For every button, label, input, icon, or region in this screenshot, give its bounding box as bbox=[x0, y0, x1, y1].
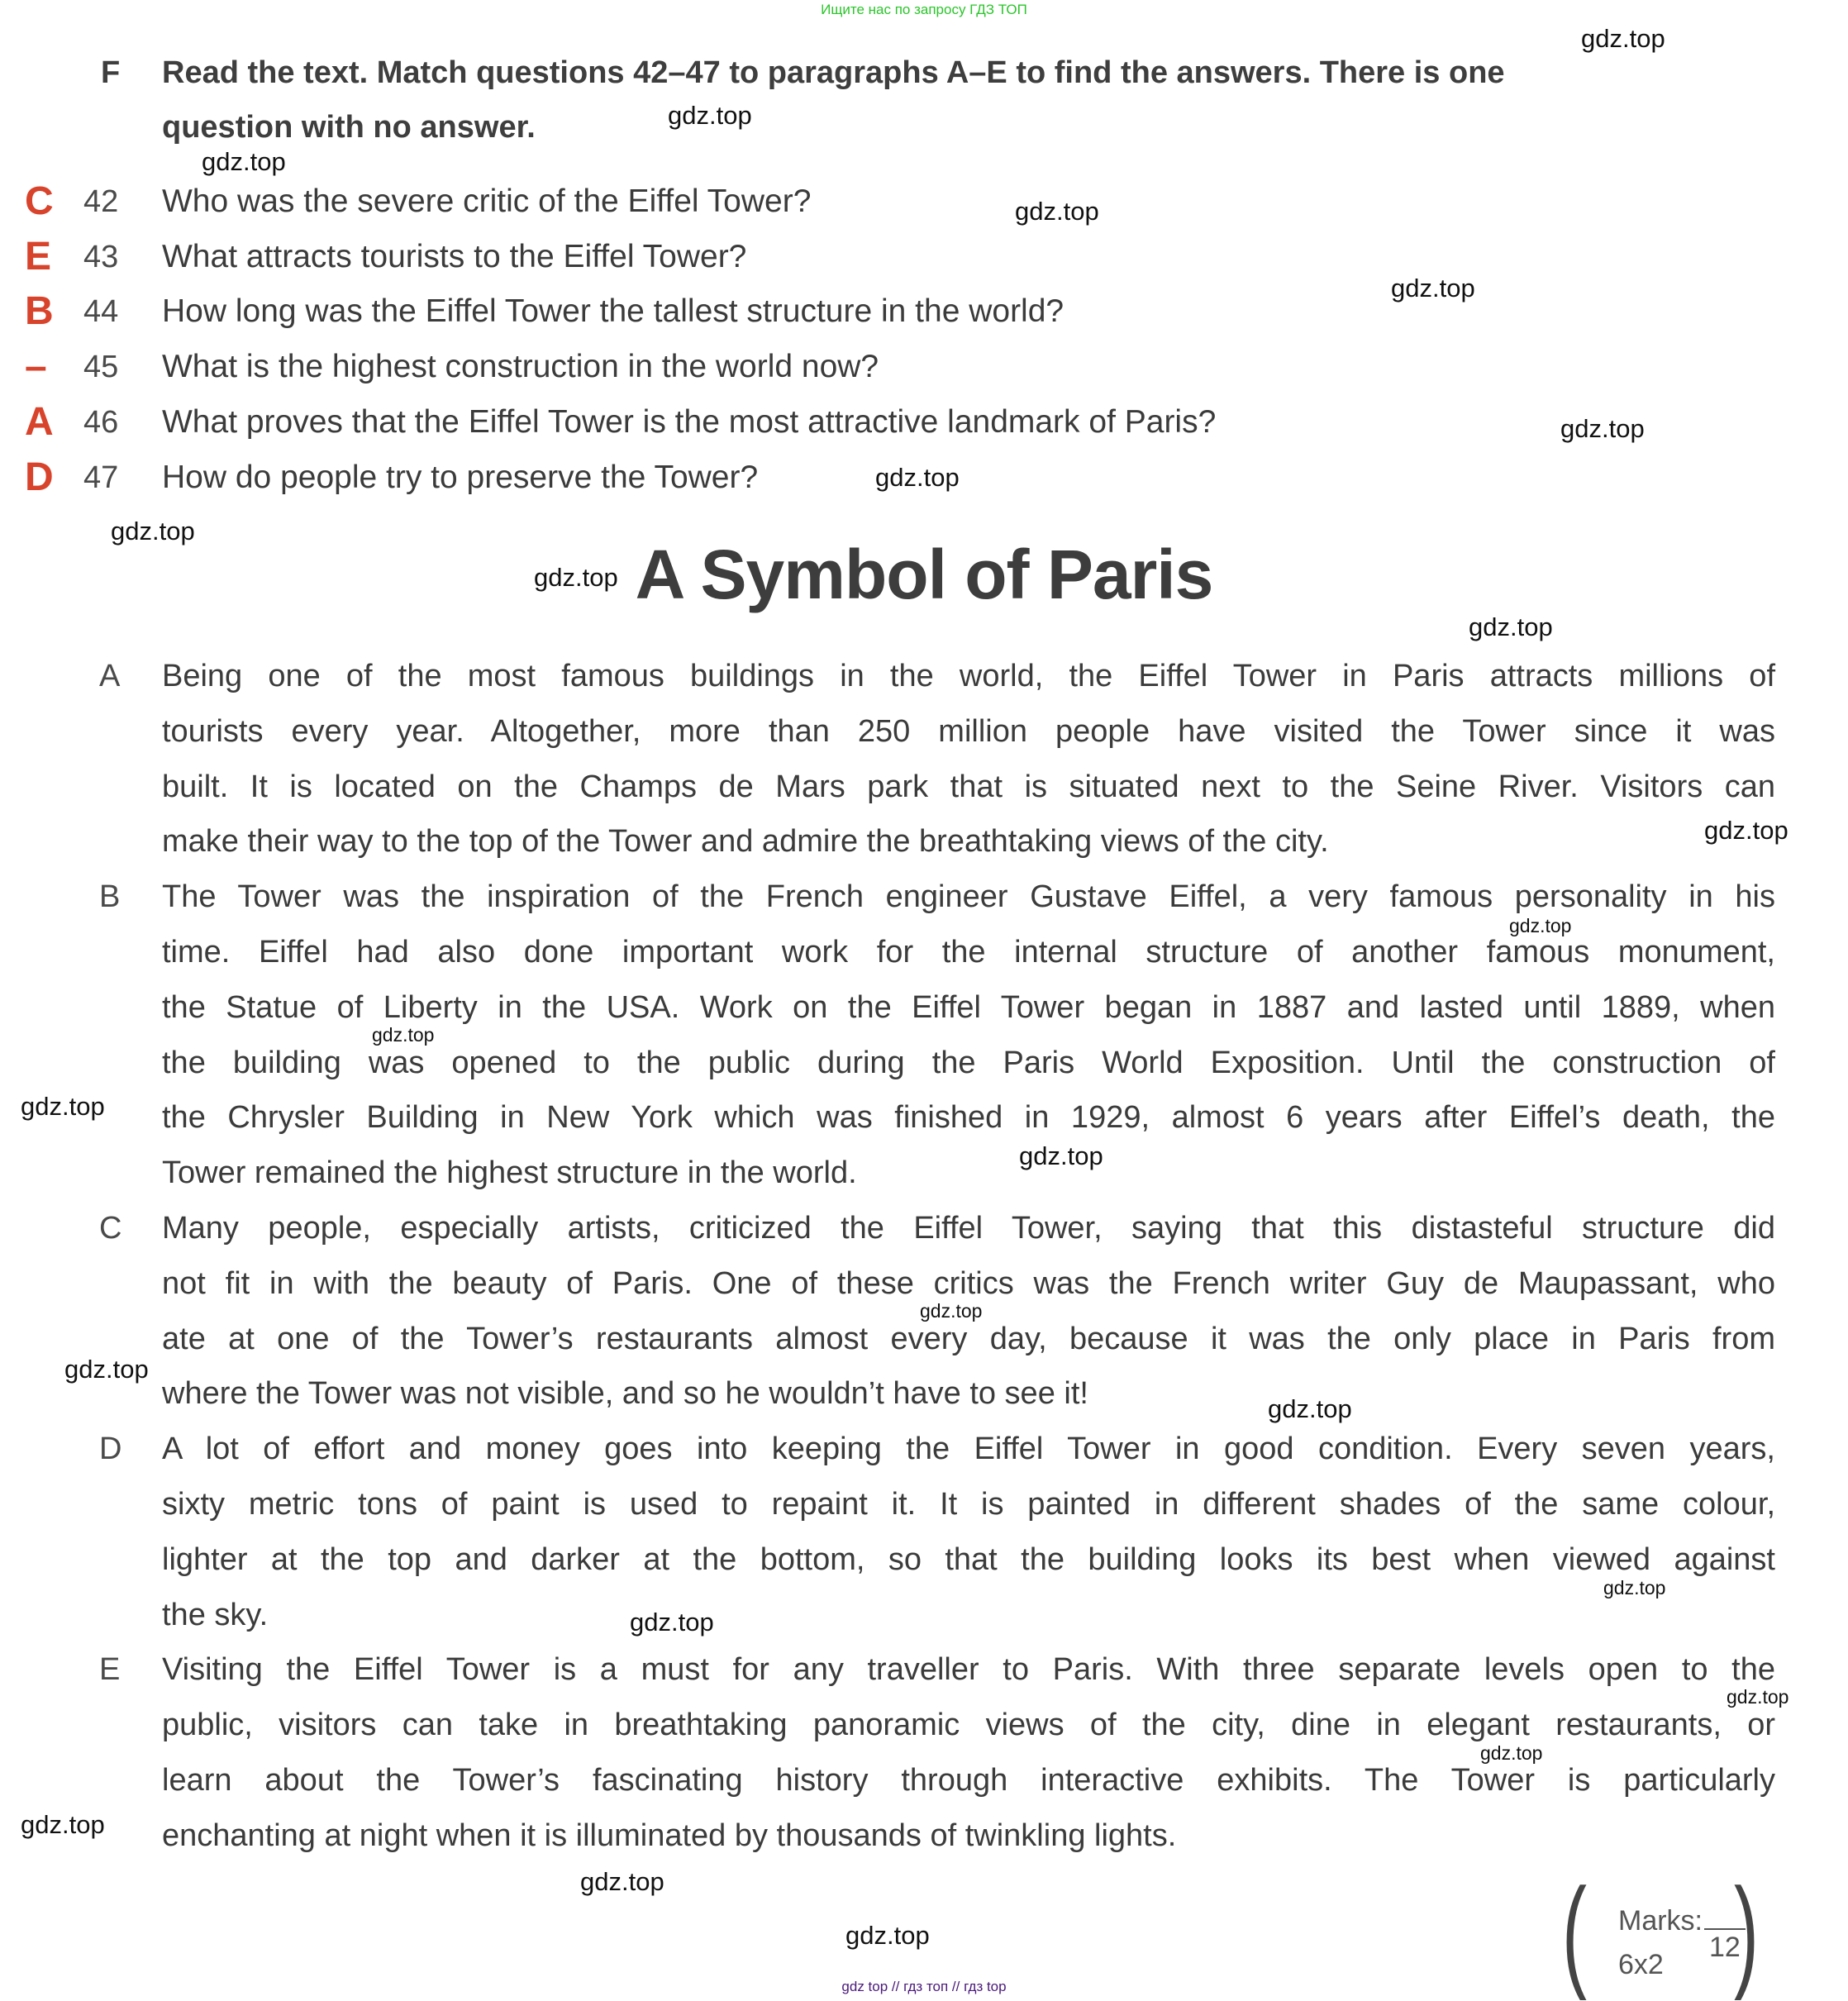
paragraph-line: built. It is located on the Champs de Mars park that is situated next to the Seine River. Visitors can bbox=[162, 769, 1775, 804]
article-title: A Symbol of Paris bbox=[635, 536, 1213, 613]
question-text: How long was the Eiffel Tower the tallest structure in the world? bbox=[162, 293, 1065, 329]
watermark-text: gdz.top bbox=[1268, 1394, 1352, 1423]
paragraph-label: A bbox=[99, 659, 121, 693]
paragraph-line: The Tower was the inspiration of the French engineer Gustave Eiffel, a very famous personality in his bbox=[162, 879, 1775, 915]
task-instruction-line: Read the text. Match questions 42–47 to paragraphs A–E to find the answers. There is one bbox=[162, 55, 1505, 90]
paragraph-line: time. Eiffel had also done important work for the internal structure of another famous monument, bbox=[162, 935, 1775, 970]
paragraph-line: Visiting the Eiffel Tower is a must for any traveller to Paris. With three separate levels open to the bbox=[162, 1652, 1775, 1688]
paragraph-line: ate at one of the Tower’s restaurants almost every day, because it was the only place in Paris from bbox=[162, 1321, 1775, 1356]
marks-blank-line bbox=[1704, 1928, 1746, 1930]
watermark-text: gdz.top bbox=[845, 1921, 930, 1950]
answer-letter: – bbox=[25, 345, 47, 388]
paragraph-line: the Chrysler Building in New York which was finished in 1929, almost 6 years after Eiffel’s death, the bbox=[162, 1100, 1775, 1136]
paragraph-line: public, visitors can take in breathtaking panoramic views of the city, dine in elegant restaurants, or bbox=[162, 1708, 1775, 1743]
watermark-text: gdz.top bbox=[1480, 1742, 1543, 1764]
watermark-text: gdz.top bbox=[21, 1092, 105, 1121]
paragraph-line: lighter at the top and darker at the bottom, so that the building looks its best when viewed against bbox=[162, 1541, 1775, 1577]
task-instruction-line: question with no answer. bbox=[162, 110, 536, 145]
left-parenthesis: ( bbox=[1561, 1862, 1587, 2001]
question-number: 45 bbox=[83, 350, 119, 384]
watermark-text: gdz.top bbox=[21, 1810, 105, 1839]
paragraph-line: Being one of the most famous buildings in the world, the Eiffel Tower in Paris attracts millions of bbox=[162, 659, 1775, 693]
paragraph-line: tourists every year. Altogether, more than 250 million people have visited the Tower since it was bbox=[162, 713, 1775, 749]
watermark-text: gdz.top bbox=[1727, 1686, 1789, 1708]
watermark-text: gdz.top bbox=[1391, 274, 1475, 303]
footer-watermark: gdz top // гдз топ // гдз top bbox=[841, 1979, 1007, 1994]
question-text: What proves that the Eiffel Tower is the most attractive landmark of Paris? bbox=[162, 404, 1217, 440]
watermark-text: gdz.top bbox=[1603, 1577, 1666, 1598]
watermark-text: gdz.top bbox=[580, 1867, 664, 1896]
paragraph-line: sixty metric tons of paint is used to repaint it. It is painted in different shades of the same colour, bbox=[162, 1487, 1775, 1522]
answer-letter: D bbox=[25, 455, 54, 499]
answer-letter: B bbox=[25, 289, 54, 333]
question-number: 46 bbox=[83, 405, 119, 440]
question-number: 44 bbox=[83, 294, 119, 329]
paragraph-label: B bbox=[99, 879, 121, 915]
watermark-text: gdz.top bbox=[875, 463, 960, 492]
watermark-text: gdz.top bbox=[372, 1024, 435, 1046]
question-text: What attracts tourists to the Eiffel Tower? bbox=[162, 239, 747, 274]
question-text: How do people try to preserve the Tower? bbox=[162, 460, 759, 495]
paragraph-label: E bbox=[99, 1652, 121, 1688]
watermark-text: gdz.top bbox=[920, 1300, 983, 1322]
question-number: 47 bbox=[83, 460, 119, 495]
question-text: Who was the severe critic of the Eiffel Tower? bbox=[162, 183, 812, 219]
task-letter: F bbox=[101, 55, 121, 90]
watermark-text: gdz.top bbox=[668, 101, 752, 130]
marks-label: Marks: bbox=[1618, 1905, 1703, 1937]
question-text: What is the highest construction in the world now? bbox=[162, 349, 879, 384]
marks-formula: 6x2 bbox=[1618, 1949, 1664, 1980]
paragraph-line: the building was opened to the public during the Paris World Exposition. Until the construction of bbox=[162, 1045, 1775, 1080]
paragraph-line: learn about the Tower’s fascinating history through interactive exhibits. The Tower is particularly bbox=[162, 1763, 1775, 1798]
paragraph-line: Tower remained the highest structure in the world. bbox=[162, 1155, 857, 1191]
answer-letter: E bbox=[25, 235, 52, 279]
paragraph-line: A lot of effort and money goes into keeping the Eiffel Tower in good condition. Every seven years, bbox=[162, 1432, 1775, 1467]
watermark-text: gdz.top bbox=[1581, 24, 1665, 53]
search-banner: Ищите нас по запросу ГДЗ ТОП bbox=[821, 2, 1027, 17]
paragraph-line: Many people, especially artists, criticized the Eiffel Tower, saying that this distasteful structure did bbox=[162, 1211, 1775, 1246]
watermark-text: gdz.top bbox=[1469, 612, 1553, 641]
paragraph-line: the Statue of Liberty in the USA. Work on the Eiffel Tower began in 1887 and lasted until 1889, when bbox=[162, 989, 1775, 1025]
paragraph-line: where the Tower was not visible, and so he wouldn’t have to see it! bbox=[162, 1376, 1088, 1412]
answer-letter: A bbox=[25, 400, 54, 444]
paragraph-label: C bbox=[99, 1211, 122, 1246]
paragraph-line: enchanting at night when it is illuminated by thousands of twinkling lights. bbox=[162, 1818, 1177, 1853]
answer-letter: C bbox=[25, 179, 54, 223]
watermark-text: gdz.top bbox=[1704, 816, 1788, 845]
right-parenthesis: ) bbox=[1733, 1862, 1759, 2001]
paragraph-label: D bbox=[99, 1432, 122, 1467]
paragraph-line: not fit in with the beauty of Paris. One of these critics was the French writer Guy de Maupassant, who bbox=[162, 1265, 1775, 1301]
paragraph-line: make their way to the top of the Tower and admire the breathtaking views of the city. bbox=[162, 824, 1329, 860]
watermark-text: gdz.top bbox=[1509, 915, 1572, 936]
watermark-text: gdz.top bbox=[1015, 197, 1099, 226]
watermark-text: gdz.top bbox=[64, 1355, 149, 1384]
paragraph-line: the sky. bbox=[162, 1597, 269, 1632]
watermark-text: gdz.top bbox=[202, 147, 286, 176]
watermark-text: gdz.top bbox=[1019, 1141, 1103, 1170]
watermark-text: gdz.top bbox=[630, 1608, 714, 1637]
question-number: 43 bbox=[83, 240, 119, 274]
watermark-text: gdz.top bbox=[111, 517, 195, 546]
watermark-text: gdz.top bbox=[1560, 414, 1645, 443]
watermark-text: gdz.top bbox=[534, 563, 618, 592]
question-number: 42 bbox=[83, 184, 119, 219]
marks-total: 12 bbox=[1709, 1932, 1741, 1963]
